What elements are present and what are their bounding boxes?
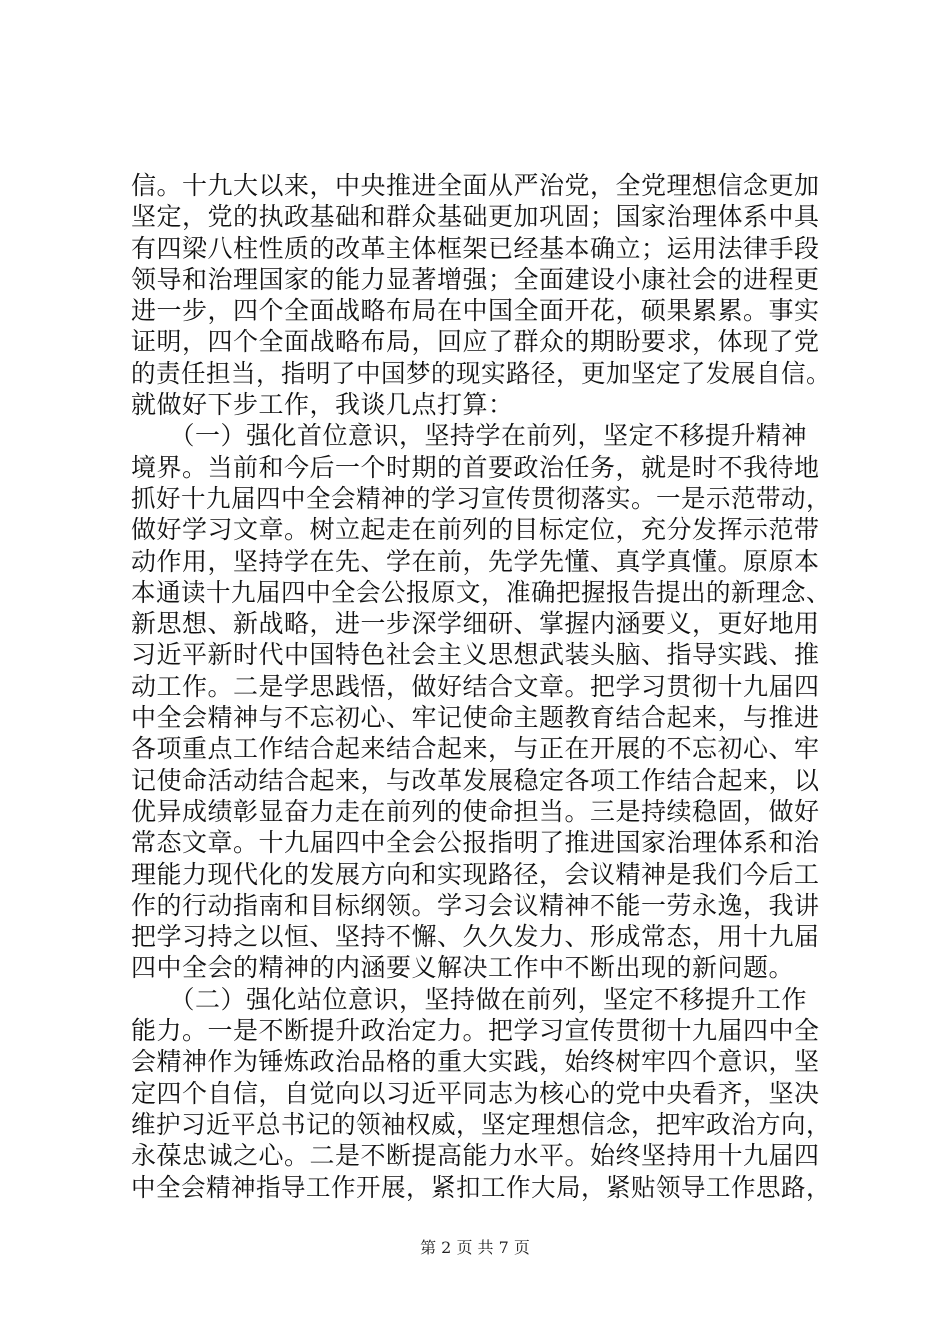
text-line: 会精神作为锤炼政治品格的重大实践，始终树牢四个意识，坚 <box>131 1047 820 1077</box>
text-line: （一）强化首位意识，坚持学在前列，坚定不移提升精神 <box>131 421 808 451</box>
text-line: 领导和治理国家的能力显著增强；全面建设小康社会的进程更 <box>131 264 820 294</box>
text-line: 动工作。二是学思践悟，做好结合文章。把学习贯彻十九届四 <box>131 671 820 701</box>
text-line: 做好学习文章。树立起走在前列的目标定位，充分发挥示范带 <box>131 515 820 545</box>
text-line: 记使命活动结合起来，与改革发展稳定各项工作结合起来，以 <box>131 765 820 795</box>
text-line: 新思想、新战略，进一步深学细研、掌握内涵要义，更好地用 <box>131 609 820 639</box>
text-line: 定四个自信，自觉向以习近平同志为核心的党中央看齐，坚决 <box>131 1078 820 1108</box>
text-line: 维护习近平总书记的领袖权威，坚定理想信念，把牢政治方向， <box>131 1109 832 1139</box>
text-line: 坚定，党的执政基础和群众基础更加巩固；国家治理体系中具 <box>131 202 820 232</box>
text-line: 信。十九大以来，中央推进全面从严治党，全党理想信念更加 <box>131 171 820 200</box>
text-line: 中全会精神指导工作开展，紧扣工作大局，紧贴领导工作思路， <box>131 1172 832 1202</box>
text-line: 优异成绩彰显奋力走在前列的使命担当。三是持续稳固，做好 <box>131 796 820 826</box>
text-line: 本通读十九届四中全会公报原文，准确把握报告提出的新理念、 <box>131 577 832 607</box>
text-line: 常态文章。十九届四中全会公报指明了推进国家治理体系和治 <box>131 828 820 858</box>
text-line: 永葆忠诚之心。二是不断提高能力水平。始终坚持用十九届四 <box>131 1141 820 1171</box>
text-line: 的责任担当，指明了中国梦的现实路径，更加坚定了发展自信。 <box>131 358 832 388</box>
text-line: 作的行动指南和目标纲领。学习会议精神不能一劳永逸，我讲 <box>131 890 820 920</box>
text-line: 进一步，四个全面战略布局在中国全面开花，硕果累累。事实 <box>131 296 820 326</box>
text-line: 理能力现代化的发展方向和实现路径，会议精神是我们今后工 <box>131 859 820 889</box>
text-line: 境界。当前和今后一个时期的首要政治任务，就是时不我待地 <box>131 452 820 482</box>
body-text <box>131 170 831 1203</box>
text-line: 各项重点工作结合起来结合起来，与正在开展的不忘初心、牢 <box>131 734 820 764</box>
page-footer: 第 2 页 共 7 页 <box>420 1238 530 1257</box>
text-line: 证明，四个全面战略布局，回应了群众的期盼要求，体现了党 <box>131 327 820 357</box>
text-line: （二）强化站位意识，坚持做在前列，坚定不移提升工作 <box>131 984 808 1014</box>
text-line: 就做好下步工作，我谈几点打算： <box>131 390 514 420</box>
text-line: 把学习持之以恒、坚持不懈、久久发力、形成常态，用十九届 <box>131 922 820 952</box>
text-line: 能力。一是不断提升政治定力。把学习宣传贯彻十九届四中全 <box>131 1016 820 1046</box>
text-line: 有四梁八柱性质的改革主体框架已经基本确立；运用法律手段 <box>131 233 820 263</box>
text-line: 抓好十九届四中全会精神的学习宣传贯彻落实。一是示范带动， <box>131 483 832 513</box>
text-line: 中全会精神与不忘初心、牢记使命主题教育结合起来，与推进 <box>131 703 820 733</box>
text-line: 习近平新时代中国特色社会主义思想武装头脑、指导实践、推 <box>131 640 820 670</box>
text-line: 四中全会的精神的内涵要义解决工作中不断出现的新问题。 <box>131 953 795 983</box>
text-line: 动作用，坚持学在先、学在前，先学先懂、真学真懂。原原本 <box>131 546 820 576</box>
